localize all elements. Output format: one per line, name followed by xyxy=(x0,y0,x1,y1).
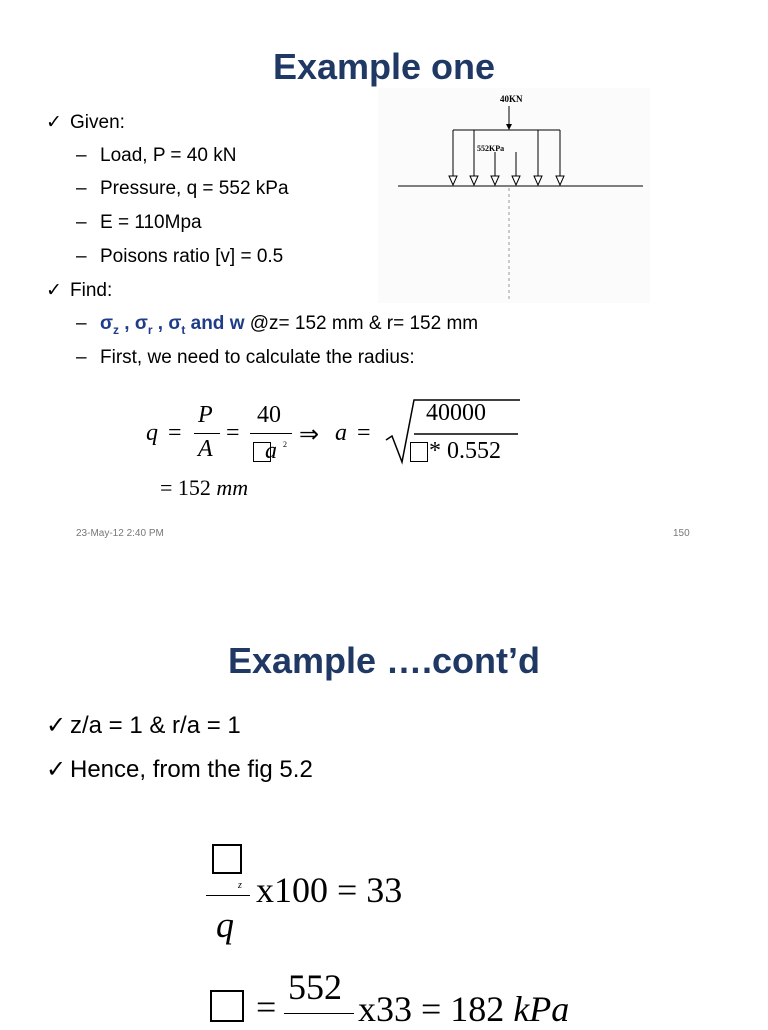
eq-sign: = xyxy=(168,420,182,446)
given-label: Given: xyxy=(70,112,125,133)
fraction-bar xyxy=(206,895,250,896)
fraction-bar xyxy=(284,1013,354,1014)
find-bullet xyxy=(46,279,112,302)
dash-icon: – xyxy=(76,212,87,233)
find-item-radius xyxy=(76,347,415,369)
eq-sign: = xyxy=(226,420,240,446)
eq-implies: ⇒ xyxy=(299,422,320,448)
bullet-text: Hence, from the fig 5.2 xyxy=(70,756,313,783)
eq-a: a xyxy=(335,420,347,446)
missing-glyph-box xyxy=(212,844,242,874)
given-item-text: Poisons ratio [v] = 0.5 xyxy=(100,246,284,267)
find-item-stresses xyxy=(76,313,478,337)
footer-page-number: 150 xyxy=(673,528,690,539)
slide-title: Example one xyxy=(272,46,496,87)
eq-numerator: 40000 xyxy=(426,400,486,426)
pressure-label: 552KPa xyxy=(477,144,505,153)
eq-sign: = xyxy=(357,420,371,446)
dash-icon: – xyxy=(76,246,87,267)
checkmark-icon: ✓ xyxy=(46,756,67,783)
given-item-text: Load, P = 40 kN xyxy=(100,145,237,166)
dash-icon: – xyxy=(76,313,87,334)
given-item xyxy=(76,212,202,234)
eq-q: q xyxy=(146,420,158,446)
given-item xyxy=(76,145,236,167)
find-label: Find: xyxy=(70,280,113,301)
given-item-text: Pressure, q = 552 kPa xyxy=(100,178,289,199)
eq-subscript: z xyxy=(238,880,242,891)
result-unit: mm xyxy=(216,475,249,500)
bullet-item xyxy=(46,755,313,784)
eq-a: a xyxy=(265,438,277,464)
load-diagram xyxy=(378,88,650,303)
radius-result xyxy=(160,475,248,501)
missing-glyph-box xyxy=(410,442,428,462)
eq-exponent: 2 xyxy=(283,440,287,449)
slide-title: Example ….cont’d xyxy=(227,640,541,681)
dash-icon: – xyxy=(76,347,87,368)
eq-rhs-unit: kPa xyxy=(513,989,570,1029)
fraction-bar xyxy=(194,433,220,434)
dash-icon: – xyxy=(76,145,87,166)
given-item xyxy=(76,178,289,200)
given-item xyxy=(76,246,283,268)
missing-glyph-box xyxy=(210,990,244,1022)
checkmark-icon: ✓ xyxy=(46,280,62,301)
given-item-text: E = 110Mpa xyxy=(100,212,202,233)
bullet-text: z/a = 1 & r/a = 1 xyxy=(70,712,241,739)
eq-forty: 40 xyxy=(257,402,281,428)
bullet-item xyxy=(46,711,241,740)
footer-date: 23-May-12 2:40 PM xyxy=(76,528,164,539)
find-item-tail: @z= 152 mm & r= 152 mm xyxy=(244,313,479,334)
checkmark-icon: ✓ xyxy=(46,112,62,133)
find-item-text: First, we need to calculate the radius: xyxy=(100,347,415,368)
dash-icon: – xyxy=(76,178,87,199)
eq-numerator: 552 xyxy=(288,967,342,1007)
eq-sign: = xyxy=(256,987,277,1027)
checkmark-icon: ✓ xyxy=(46,712,67,739)
eq-denominator: * 0.552 xyxy=(429,438,501,464)
result-value: = 152 xyxy=(160,475,217,500)
fraction-bar xyxy=(250,433,292,434)
eq-P: P xyxy=(198,402,213,428)
eq-rhs: x100 = 33 xyxy=(256,870,403,910)
load-label: 40KN xyxy=(500,94,523,104)
eq-rhs-value: x33 = 182 xyxy=(358,989,514,1029)
stress-symbols: $\sigma_z$ , $\sigma_r$ , $\sigma_t$ and w xyxy=(100,313,245,337)
eq-A: A xyxy=(198,436,213,462)
eq-denominator: q xyxy=(216,905,234,945)
diagram-background xyxy=(378,88,650,303)
given-bullet xyxy=(46,111,125,134)
